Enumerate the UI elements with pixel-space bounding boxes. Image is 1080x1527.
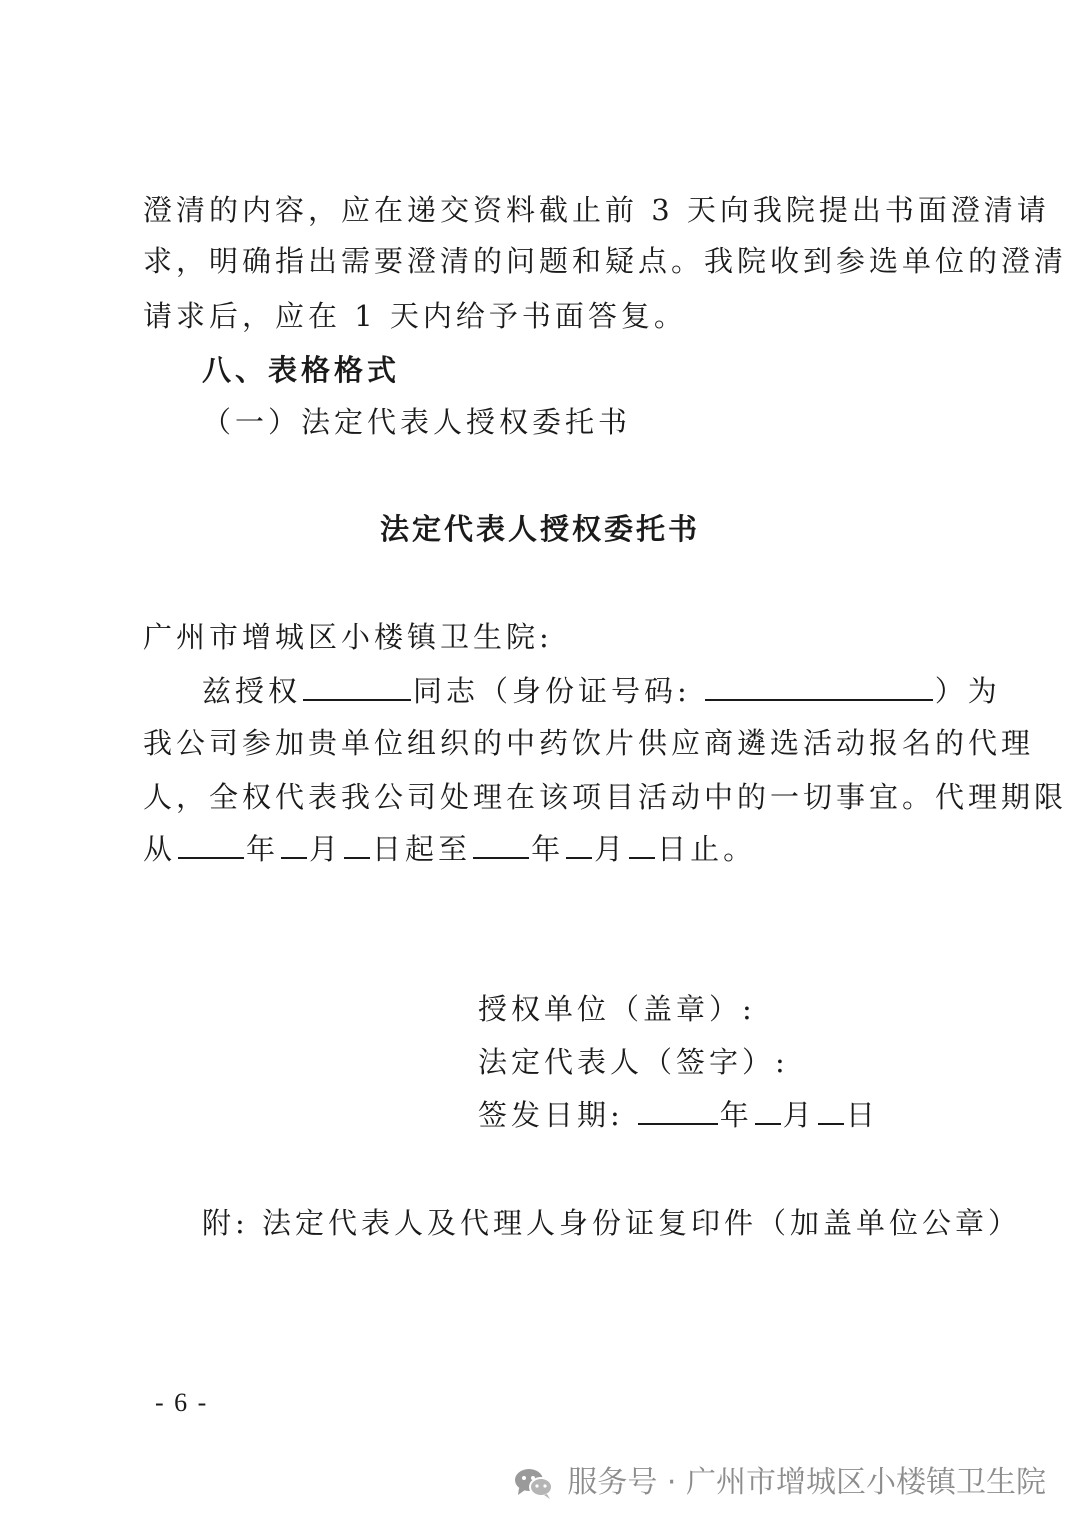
sign-year: 年: [719, 1098, 753, 1132]
form-title: 法定代表人授权委托书: [379, 512, 700, 546]
account-watermark: [513, 1463, 1046, 1503]
sign-date-line: [478, 1095, 879, 1135]
sign-unit-label: 授权单位（盖章）:: [478, 992, 756, 1026]
sign-month: 月: [782, 1098, 816, 1132]
sign-month-blank: [755, 1097, 781, 1125]
period-month: 月: [594, 832, 628, 866]
id-number-blank: [705, 673, 933, 701]
sign-day: 日: [845, 1098, 879, 1132]
page-number: - 6 -: [155, 1388, 209, 1417]
sign-date-label: 签发日期:: [478, 1098, 624, 1132]
period-from: 从: [143, 832, 177, 866]
auth-comrade: 同志（身份证号码:: [413, 674, 691, 708]
attachment-note: 附: 法定代表人及代理人身份证复印件（加盖单位公章）: [202, 1206, 1021, 1240]
watermark-text: 服务号 · 广州市增城区小楼镇卫生院: [567, 1465, 1046, 1500]
sign-representative-label: 法定代表人（签字）:: [478, 1045, 789, 1079]
auth-prefix: 兹授权: [202, 674, 302, 708]
start-day-blank: [344, 831, 370, 859]
end-day-blank: [629, 831, 655, 859]
auth-suffix: ）为: [934, 674, 1001, 708]
paragraph-line: 请求后，应在 1 天内给予书面答复。: [143, 299, 687, 333]
paragraph-line: 求，明确指出需要澄清的问题和疑点。我院收到参选单位的澄清: [143, 244, 1068, 278]
addressee: 广州市增城区小楼镇卫生院:: [143, 620, 553, 654]
end-month-blank: [566, 831, 592, 859]
paragraph-line: 澄清的内容，应在递交资料截止前 3 天向我院提出书面澄清请: [143, 193, 1050, 227]
period-day-end: 日止。: [657, 832, 757, 866]
section-heading: 八、表格格式: [202, 353, 401, 387]
paragraph-line: 我公司参加贵单位组织的中药饮片供应商遴选活动报名的代理: [143, 726, 1035, 760]
authorization-line: [202, 671, 1001, 711]
period-month: 月: [309, 832, 343, 866]
paragraph-line: 人，全权代表我公司处理在该项目活动中的一切事宜。代理期限: [143, 780, 1068, 814]
period-year: 年: [246, 832, 280, 866]
subsection-heading: （一）法定代表人授权委托书: [202, 405, 632, 439]
start-year-blank: [178, 831, 244, 859]
period-line: [143, 829, 756, 869]
period-year: 年: [531, 832, 565, 866]
sign-day-blank: [818, 1097, 844, 1125]
sign-year-blank: [638, 1097, 718, 1125]
period-day: 日起至: [372, 832, 472, 866]
end-year-blank: [473, 831, 529, 859]
start-month-blank: [281, 831, 307, 859]
wechat-icon: [513, 1466, 555, 1500]
agent-name-blank: [303, 673, 411, 701]
